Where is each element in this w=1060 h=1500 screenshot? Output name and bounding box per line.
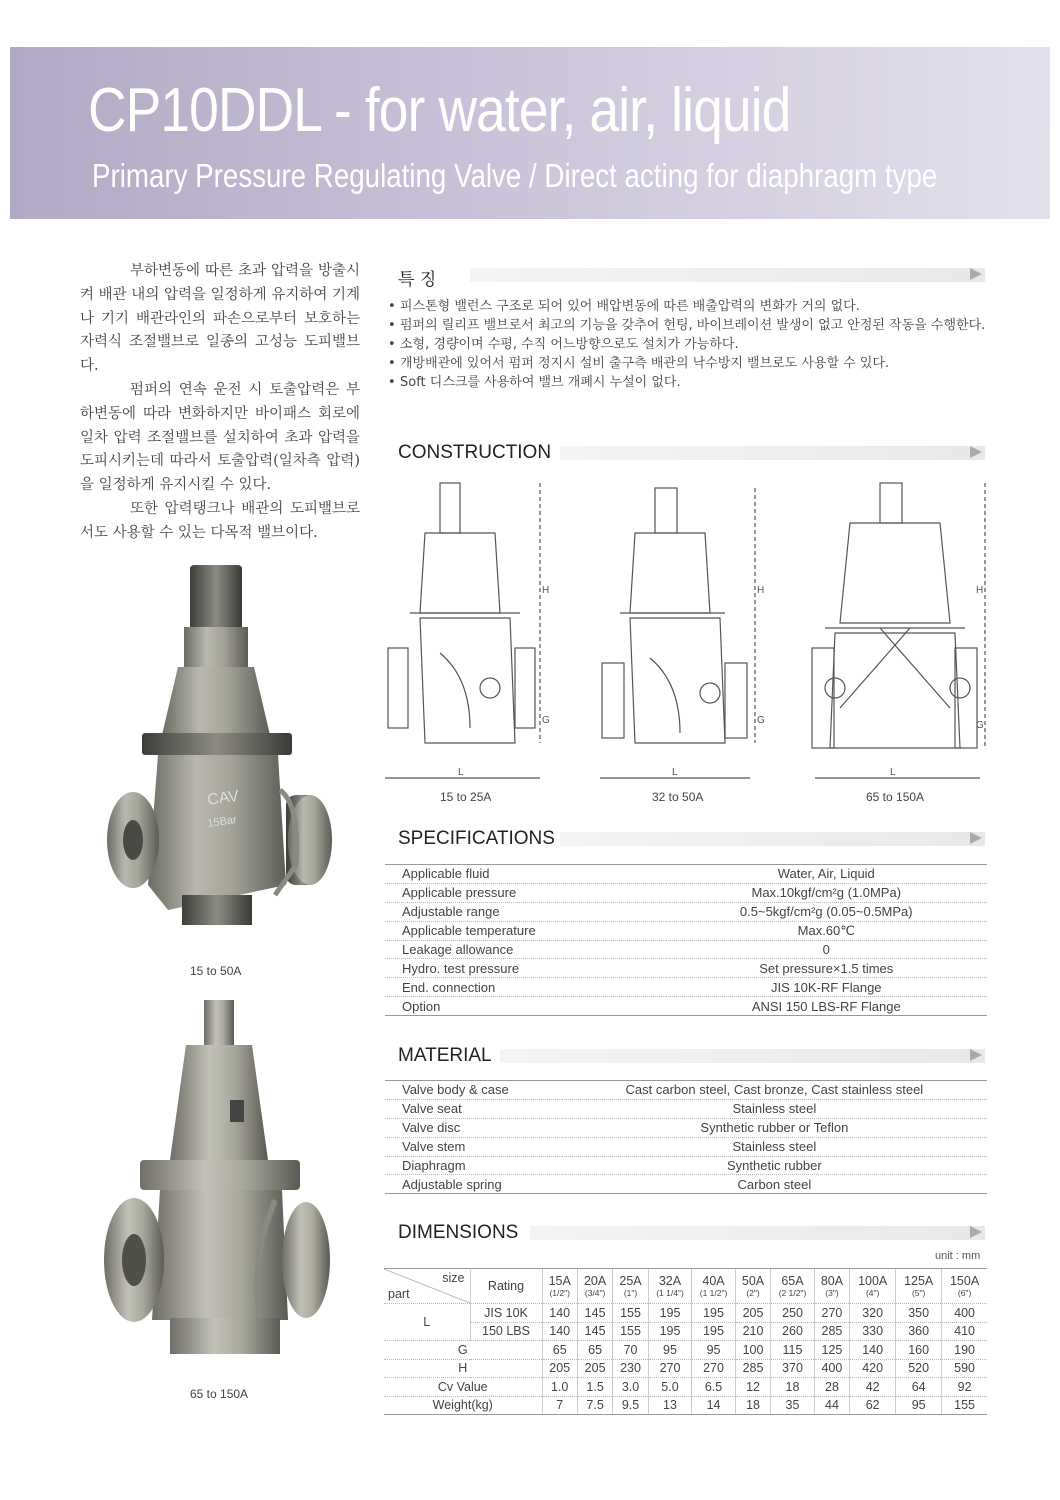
- table-row: [385, 1081, 987, 1100]
- size-column-header: 32A (1 1/4"): [648, 1269, 692, 1304]
- material-key: Valve seat: [385, 1099, 562, 1118]
- table-cell: 410: [942, 1322, 987, 1341]
- table-cell: 1.0: [542, 1378, 577, 1397]
- table-cell: 140: [850, 1341, 896, 1360]
- spec-key: Applicable temperature: [385, 921, 666, 940]
- spec-value: Max.10kgf/cm²g (1.0MPa): [666, 883, 987, 902]
- row-label: JIS 10K: [470, 1304, 542, 1323]
- material-title: MATERIAL: [398, 1045, 492, 1066]
- material-value: Synthetic rubber: [562, 1156, 987, 1175]
- table-row: [384, 1396, 987, 1415]
- section-arrow-icon: [970, 446, 982, 458]
- table-cell: 230: [613, 1359, 648, 1378]
- table-cell: 6.5: [692, 1378, 736, 1397]
- size-column-header: 40A (1 1/2"): [692, 1269, 736, 1304]
- drawing-caption: 15 to 25A: [440, 790, 492, 804]
- table-row: [385, 1099, 987, 1118]
- table-cell: 205: [577, 1359, 612, 1378]
- material-value: Synthetic rubber or Teflon: [562, 1118, 987, 1137]
- material-table: [385, 1080, 987, 1194]
- row-label: 150 LBS: [470, 1322, 542, 1341]
- header-banner: [10, 47, 1050, 219]
- material-value: Carbon steel: [562, 1175, 987, 1194]
- photo-caption: 15 to 50A: [190, 964, 242, 978]
- table-row: [385, 1137, 987, 1156]
- intro-paragraph: 펌퍼의 연속 운전 시 토출압력은 부하변동에 따라 변화하지만 바이패스 회로에 일차 압력 조절밸브를 설치하여 초과 압력을 도피시키는데 따라서 토출압력(일차측 압력)을 일정하게 유지시킬 수 있다.: [80, 381, 360, 494]
- size-column-header: 20A (3/4"): [577, 1269, 612, 1304]
- size-column-header: 65A (2 1/2"): [771, 1269, 815, 1304]
- section-arrow-icon: [970, 268, 982, 280]
- table-cell: 330: [850, 1322, 896, 1341]
- table-cell: 360: [896, 1322, 942, 1341]
- unit-label: unit : mm: [935, 1250, 981, 1262]
- row-label: G: [384, 1341, 542, 1360]
- table-cell: 320: [850, 1304, 896, 1323]
- table-cell: 3.0: [613, 1378, 648, 1397]
- feature-item: • 소형, 경량이며 수평, 수직 어느방향으로도 설치가 가능하다.: [388, 335, 988, 354]
- table-cell: 190: [942, 1341, 987, 1360]
- table-cell: 420: [850, 1359, 896, 1378]
- part-label-l: L: [384, 1304, 470, 1341]
- intro-paragraph: 또한 압력탱크나 배관의 도피밸브로서도 사용할 수 있는 다목적 밸브이다.: [80, 500, 360, 541]
- spec-value: 0: [666, 940, 987, 959]
- table-cell: 125: [814, 1341, 849, 1360]
- page-subtitle: Primary Pressure Regulating Valve / Direct acting for diaphragm type: [92, 157, 938, 194]
- part-header: part: [388, 1287, 410, 1301]
- table-cell: 12: [735, 1378, 770, 1397]
- table-cell: 95: [692, 1341, 736, 1360]
- table-cell: 270: [814, 1304, 849, 1323]
- page-title: CP10DDL - for water, air, liquid: [88, 76, 791, 145]
- table-cell: 285: [814, 1322, 849, 1341]
- specifications-title: SPECIFICATIONS: [398, 828, 555, 849]
- table-cell: 270: [692, 1359, 736, 1378]
- table-cell: 13: [648, 1396, 692, 1415]
- table-cell: 195: [648, 1322, 692, 1341]
- dimension-label-l: L: [458, 767, 464, 778]
- table-header-row: [384, 1269, 987, 1304]
- table-cell: 9.5: [613, 1396, 648, 1415]
- intro-text: [80, 260, 360, 546]
- row-label: Weight(kg): [384, 1396, 542, 1415]
- table-row: [384, 1378, 987, 1397]
- table-cell: 520: [896, 1359, 942, 1378]
- table-cell: 35: [771, 1396, 815, 1415]
- construction-drawing-65-150a: [812, 483, 985, 778]
- table-row: [385, 921, 987, 940]
- material-key: Valve body & case: [385, 1081, 562, 1100]
- table-cell: 115: [771, 1341, 815, 1360]
- construction-drawing-15-25a: [385, 483, 540, 778]
- dimension-label-g: G: [542, 715, 550, 726]
- table-cell: 70: [613, 1341, 648, 1360]
- material-key: Adjustable spring: [385, 1175, 562, 1194]
- size-column-header: 50A (2"): [735, 1269, 770, 1304]
- photo-caption: 65 to 150A: [190, 1387, 249, 1401]
- specifications-table: [385, 864, 987, 1016]
- spec-value: Set pressure×1.5 times: [666, 959, 987, 978]
- table-cell: 14: [692, 1396, 736, 1415]
- table-cell: 28: [814, 1378, 849, 1397]
- table-row: [385, 865, 987, 884]
- table-cell: 400: [942, 1304, 987, 1323]
- spec-key: Leakage allowance: [385, 940, 666, 959]
- section-divider: [500, 1049, 985, 1063]
- spec-value: ANSI 150 LBS-RF Flange: [666, 997, 987, 1016]
- material-key: Diaphragm: [385, 1156, 562, 1175]
- table-cell: 145: [577, 1322, 612, 1341]
- table-cell: 370: [771, 1359, 815, 1378]
- features-title: 특 징: [398, 270, 437, 290]
- table-row: [385, 883, 987, 902]
- section-arrow-icon: [970, 1049, 982, 1061]
- size-column-header: 100A (4"): [850, 1269, 896, 1304]
- material-value: Cast carbon steel, Cast bronze, Cast stainless steel: [562, 1081, 987, 1100]
- size-column-header: 15A (1/2"): [542, 1269, 577, 1304]
- table-cell: 145: [577, 1304, 612, 1323]
- table-cell: 1.5: [577, 1378, 612, 1397]
- spec-key: Option: [385, 997, 666, 1016]
- spec-key: Applicable fluid: [385, 865, 666, 884]
- table-cell: 65: [542, 1341, 577, 1360]
- size-column-header: 150A (6"): [942, 1269, 987, 1304]
- table-cell: 285: [735, 1359, 770, 1378]
- section-arrow-icon: [970, 1226, 982, 1238]
- section-divider: [560, 832, 985, 846]
- table-row: [384, 1359, 987, 1378]
- table-cell: 250: [771, 1304, 815, 1323]
- table-cell: 64: [896, 1378, 942, 1397]
- table-cell: 44: [814, 1396, 849, 1415]
- feature-item: • Soft 디스크를 사용하여 밸브 개폐시 누설이 없다.: [388, 373, 988, 392]
- table-cell: 155: [613, 1304, 648, 1323]
- size-column-header: 25A (1"): [613, 1269, 648, 1304]
- rating-header: Rating: [470, 1269, 542, 1304]
- dimension-label-l: L: [890, 767, 896, 778]
- spec-value: Max.60℃: [666, 921, 987, 940]
- feature-item: • 피스톤형 밸런스 구조로 되어 있어 배압변동에 따른 배출압력의 변화가 거의 없다.: [388, 297, 988, 316]
- table-cell: 42: [850, 1378, 896, 1397]
- table-cell: 195: [692, 1304, 736, 1323]
- features-list: [388, 297, 988, 392]
- section-arrow-icon: [970, 832, 982, 844]
- dimension-label-h: H: [757, 585, 765, 596]
- table-row: [385, 902, 987, 921]
- table-row: [385, 978, 987, 997]
- table-row: [385, 940, 987, 959]
- feature-item: • 개방배관에 있어서 펌퍼 정지시 설비 출구측 배관의 낙수방지 밸브로도 사용할 수 있다.: [388, 354, 988, 373]
- dimension-label-g: G: [757, 715, 765, 726]
- table-cell: 260: [771, 1322, 815, 1341]
- dimension-label-h: H: [976, 585, 984, 596]
- table-cell: 205: [542, 1359, 577, 1378]
- table-cell: 155: [613, 1322, 648, 1341]
- table-row: [385, 1156, 987, 1175]
- table-cell: 140: [542, 1304, 577, 1323]
- construction-drawings: [380, 478, 990, 783]
- valve-photo-small: [100, 565, 340, 950]
- valve-photo-large: [100, 1000, 340, 1375]
- table-row: [385, 1118, 987, 1137]
- material-key: Valve stem: [385, 1137, 562, 1156]
- table-cell: 195: [692, 1322, 736, 1341]
- table-row: [385, 997, 987, 1016]
- construction-drawing-32-50a: [600, 488, 755, 778]
- material-value: Stainless steel: [562, 1137, 987, 1156]
- dimensions-title: DIMENSIONS: [398, 1222, 519, 1243]
- valve-marking: 15Bar: [206, 814, 238, 830]
- dimension-label-h: H: [542, 585, 550, 596]
- row-label: H: [384, 1359, 542, 1378]
- table-cell: 65: [577, 1341, 612, 1360]
- table-row: [384, 1341, 987, 1360]
- spec-key: Adjustable range: [385, 902, 666, 921]
- drawing-caption: 65 to 150A: [866, 790, 925, 804]
- table-cell: 95: [896, 1396, 942, 1415]
- table-row: [384, 1322, 987, 1341]
- spec-key: End. connection: [385, 978, 666, 997]
- table-cell: 195: [648, 1304, 692, 1323]
- dimensions-table: [384, 1268, 987, 1415]
- table-cell: 7.5: [577, 1396, 612, 1415]
- row-label: Cv Value: [384, 1378, 542, 1397]
- table-cell: 205: [735, 1304, 770, 1323]
- dimension-label-g: G: [976, 720, 984, 731]
- spec-key: Hydro. test pressure: [385, 959, 666, 978]
- table-cell: 62: [850, 1396, 896, 1415]
- spec-value: 0.5~5kgf/cm²g (0.05~0.5MPa): [666, 902, 987, 921]
- table-row: [385, 1175, 987, 1194]
- table-cell: 210: [735, 1322, 770, 1341]
- table-cell: 140: [542, 1322, 577, 1341]
- valve-marking: CAV: [206, 787, 240, 809]
- table-cell: 18: [771, 1378, 815, 1397]
- size-column-header: 125A (5"): [896, 1269, 942, 1304]
- section-divider: [470, 268, 985, 282]
- intro-paragraph: 부하변동에 따른 초과 압력을 방출시켜 배관 내의 압력을 일정하게 유지하여 기계나 기기 배관라인의 파손으로부터 보호하는 자력식 조절밸브로 일종의 고성능 도피밸브다.: [80, 263, 360, 375]
- size-part-header: [384, 1269, 470, 1304]
- construction-title: CONSTRUCTION: [398, 442, 552, 463]
- table-cell: 270: [648, 1359, 692, 1378]
- material-key: Valve disc: [385, 1118, 562, 1137]
- table-cell: 92: [942, 1378, 987, 1397]
- size-column-header: 80A (3"): [814, 1269, 849, 1304]
- table-row: [385, 959, 987, 978]
- drawing-caption: 32 to 50A: [652, 790, 704, 804]
- table-cell: 100: [735, 1341, 770, 1360]
- table-cell: 590: [942, 1359, 987, 1378]
- table-cell: 18: [735, 1396, 770, 1415]
- table-row: [384, 1304, 987, 1323]
- size-header: size: [442, 1271, 465, 1285]
- table-cell: 160: [896, 1341, 942, 1360]
- material-value: Stainless steel: [562, 1099, 987, 1118]
- table-cell: 5.0: [648, 1378, 692, 1397]
- table-cell: 350: [896, 1304, 942, 1323]
- spec-value: JIS 10K-RF Flange: [666, 978, 987, 997]
- section-divider: [530, 1226, 985, 1240]
- spec-value: Water, Air, Liquid: [666, 865, 987, 884]
- dimension-label-l: L: [672, 767, 678, 778]
- table-cell: 7: [542, 1396, 577, 1415]
- table-cell: 155: [942, 1396, 987, 1415]
- table-cell: 95: [648, 1341, 692, 1360]
- section-divider: [560, 446, 985, 460]
- feature-item: • 펌퍼의 릴리프 밸브로서 최고의 기능을 갖추어 헌팅, 바이브레이션 발생이 없고 안정된 작동을 수행한다.: [388, 316, 988, 335]
- spec-key: Applicable pressure: [385, 883, 666, 902]
- table-cell: 400: [814, 1359, 849, 1378]
